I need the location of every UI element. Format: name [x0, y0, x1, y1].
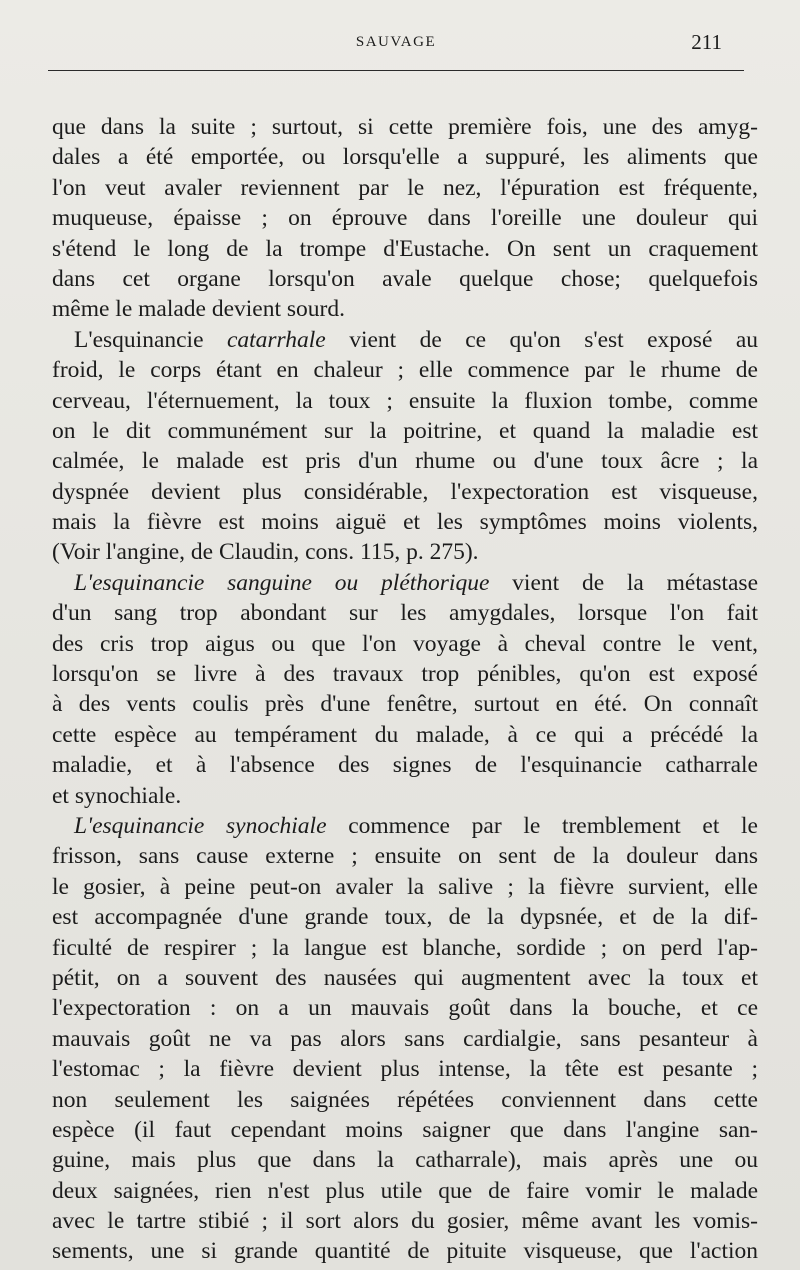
running-title: SAUVAGE: [355, 34, 437, 50]
text-line: cette espèce au tempérament du malade, à ce qui a précédé la: [52, 721, 758, 748]
text-line: froid, le corps étant en chaleur ; elle commence par le rhume de: [52, 357, 758, 384]
text-line: pétit, on a souvent des nausées qui augmentent avec la toux et: [52, 964, 758, 991]
text-line: non seulement les saignées répétées conviennent dans cette: [52, 1086, 758, 1113]
text-line: deux saignées, rien n'est plus utile que de faire vomir le malade: [52, 1177, 758, 1204]
text-line: l'expectoration : on a un mauvais goût dans la bouche, et ce: [52, 995, 758, 1022]
text-line: [52, 325, 758, 355]
lead-rest: vient de la métastase: [489, 569, 758, 596]
paragraph-4: [52, 811, 758, 1267]
text-line: même le malade devient sourd.: [52, 296, 345, 323]
text-line: dans cet organe lorsqu'on avale quelque chose; quelquefois: [52, 265, 758, 292]
lead-italic: L'esquinancie synochiale: [74, 812, 327, 839]
text-line: d'un sang trop abondant sur les amygdales, lorsque l'on fait: [52, 600, 758, 627]
lead-rest: commence par le tremblement et le: [326, 812, 758, 839]
text-line: maladie, et à l'absence des signes de l'esquinancie catharrale: [52, 752, 758, 779]
text-line: lorsqu'on se livre à des travaux trop pénibles, qu'on est exposé: [52, 661, 758, 688]
text-line: que dans la suite ; surtout, si cette première fois, une des amyg-: [52, 114, 758, 140]
lead-plain: L'esquinancie: [74, 326, 227, 353]
text-line: des cris trop aigus ou que l'on voyage à cheval contre le vent,: [52, 630, 758, 657]
text-line: espèce (il faut cependant moins saigner que dans l'angine san-: [52, 1116, 758, 1143]
running-head: [48, 30, 744, 58]
text-line: cerveau, l'éternuement, la toux ; ensuite la fluxion tombe, comme: [52, 387, 758, 414]
lead-rest: vient de ce qu'on s'est exposé au: [325, 326, 758, 353]
paragraph-2: [52, 325, 758, 568]
text-line: mais la fièvre est moins aiguë et les symptômes moins violents,: [52, 509, 758, 536]
text-line: frisson, sans cause externe ; ensuite on sent de la douleur dans: [52, 843, 758, 870]
lead-italic: catarrhale: [226, 326, 326, 353]
text-line: (Voir l'angine, de Claudin, cons. 115, p. 275).: [52, 539, 479, 566]
paragraph-1: [52, 112, 758, 325]
text-line: le gosier, à peine peut-on avaler la salive ; la fièvre survient, elle: [52, 873, 758, 900]
text-line: ficulté de respirer ; la langue est blanche, sordide ; on perd l'ap-: [52, 934, 758, 961]
text-line: dales a été emportée, ou lorsqu'elle a suppuré, les aliments que: [52, 144, 758, 171]
text-line: l'estomac ; la fièvre devient plus intense, la tête est pesante ;: [52, 1056, 758, 1083]
text-line: calmée, le malade est pris d'un rhume ou d'une toux âcre ; la: [52, 448, 758, 475]
text-line: l'on veut avaler reviennent par le nez, l'épuration est fréquente,: [52, 174, 758, 201]
header-rule: [48, 70, 744, 71]
text-line: guine, mais plus que dans la catharrale), mais après une ou: [52, 1147, 758, 1174]
text-line: est accompagnée d'une grande toux, de la dypsnée, et de la dif-: [52, 904, 758, 931]
text-line: [52, 568, 758, 598]
text-line: mauvais goût ne va pas alors sans cardialgie, sans pesanteur à: [52, 1025, 758, 1052]
text-line: sements, une si grande quantité de pituite visqueuse, que l'action: [52, 1238, 758, 1265]
text-line: avec le tartre stibié ; il sort alors du gosier, même avant les vomis-: [52, 1208, 758, 1235]
page-number: 211: [691, 30, 722, 54]
paragraph-3: [52, 568, 758, 811]
text-line: dyspnée devient plus considérable, l'expectoration est visqueuse,: [52, 478, 758, 505]
text-line: [52, 811, 758, 841]
body-text: [52, 112, 758, 1267]
text-line: muqueuse, épaisse ; on éprouve dans l'oreille une douleur qui: [52, 205, 758, 232]
text-line: à des vents coulis près d'une fenêtre, surtout en été. On connaît: [52, 691, 758, 718]
text-line: on le dit communément sur la poitrine, et quand la maladie est: [52, 417, 758, 444]
text-line: et synochiale.: [52, 782, 182, 809]
lead-italic: L'esquinancie sanguine ou pléthorique: [74, 569, 490, 596]
text-line: s'étend le long de la trompe d'Eustache. On sent un craquement: [52, 235, 758, 262]
